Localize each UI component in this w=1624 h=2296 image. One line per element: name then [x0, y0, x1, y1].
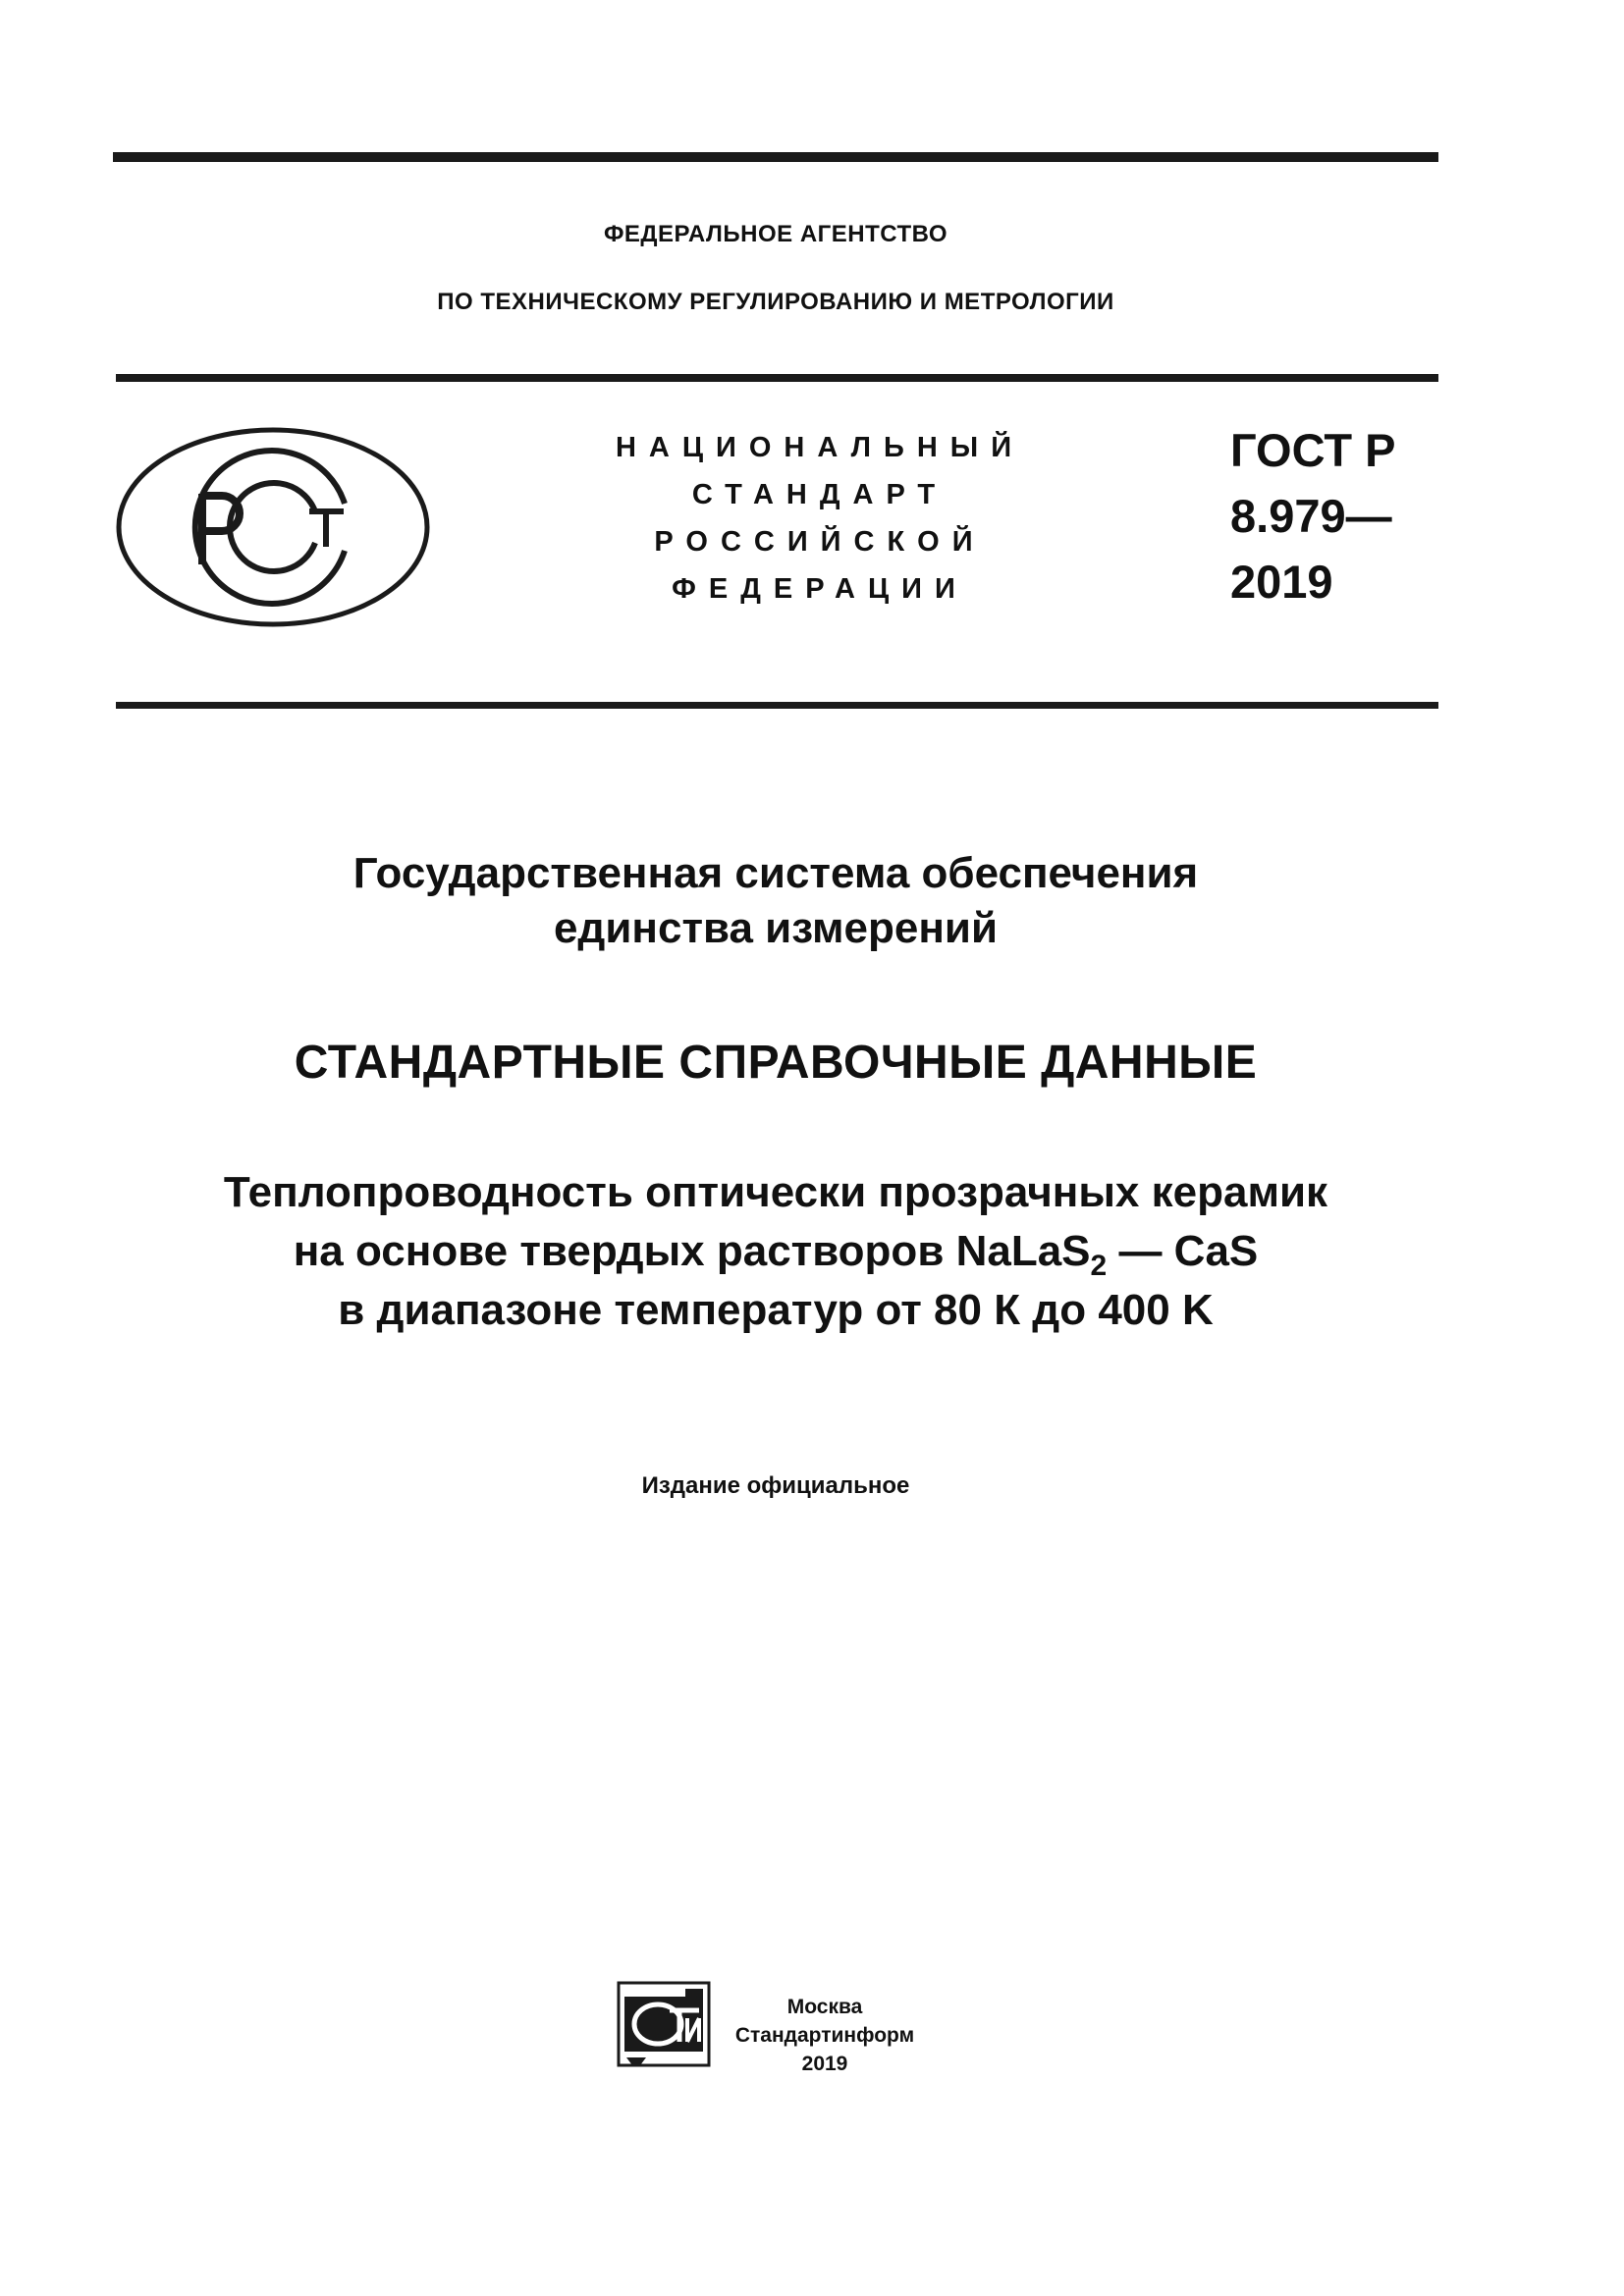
subtitle-formula-prefix: на основе твердых растворов NaLaS	[293, 1227, 1091, 1275]
national-standard-line: СТАНДАРТ	[691, 479, 948, 510]
subtitle-formula-suffix: — CaS	[1107, 1227, 1259, 1275]
series-title	[49, 846, 1502, 956]
series-title-line-1: Государственная система обеспечения	[352, 849, 1199, 897]
subtitle-line-2	[49, 1222, 1502, 1281]
publisher-city: Москва	[786, 1996, 863, 2018]
main-title: СТАНДАРТНЫЕ СПРАВОЧНЫЕ ДАННЫЕ	[294, 1037, 1258, 1089]
national-standard-line: ФЕДЕРАЦИИ	[672, 573, 968, 605]
publisher-year: 2019	[801, 2053, 848, 2075]
national-standard-line: НАЦИОНАЛЬНЫЙ	[615, 432, 1025, 463]
subtitle	[49, 1163, 1502, 1340]
edition-label: Издание официальное	[641, 1472, 910, 1499]
standartinform-logo-icon	[617, 1981, 711, 2067]
standard-designation	[1230, 417, 1395, 614]
lower-rule	[116, 702, 1438, 709]
publisher-name: Стандартинформ	[734, 2024, 915, 2047]
designation-line-2: 8.979—	[1230, 490, 1392, 542]
series-title-line-2: единства измерений	[553, 904, 999, 952]
subtitle-line-1: Теплопроводность оптически прозрачных керамик	[223, 1168, 1328, 1216]
agency-name-line-2: ПО ТЕХНИЧЕСКОМУ РЕГУЛИРОВАНИЮ И МЕТРОЛОГИИ	[437, 289, 1114, 315]
subtitle-formula-subscript: 2	[1090, 1249, 1108, 1282]
publisher-block	[727, 1993, 923, 2078]
middle-rule	[116, 374, 1438, 382]
designation-line-3: 2019	[1230, 556, 1333, 608]
agency-name-line-1: ФЕДЕРАЛЬНОЕ АГЕНТСТВО	[603, 221, 948, 247]
rst-emblem-icon	[116, 427, 430, 627]
top-rule	[113, 152, 1438, 162]
national-standard-line: РОССИЙСКОЙ	[654, 526, 986, 558]
national-standard-label	[589, 424, 1051, 613]
subtitle-line-3: в диапазоне температур от 80 К до 400 K	[338, 1286, 1214, 1334]
designation-line-1: ГОСТ Р	[1230, 424, 1396, 476]
